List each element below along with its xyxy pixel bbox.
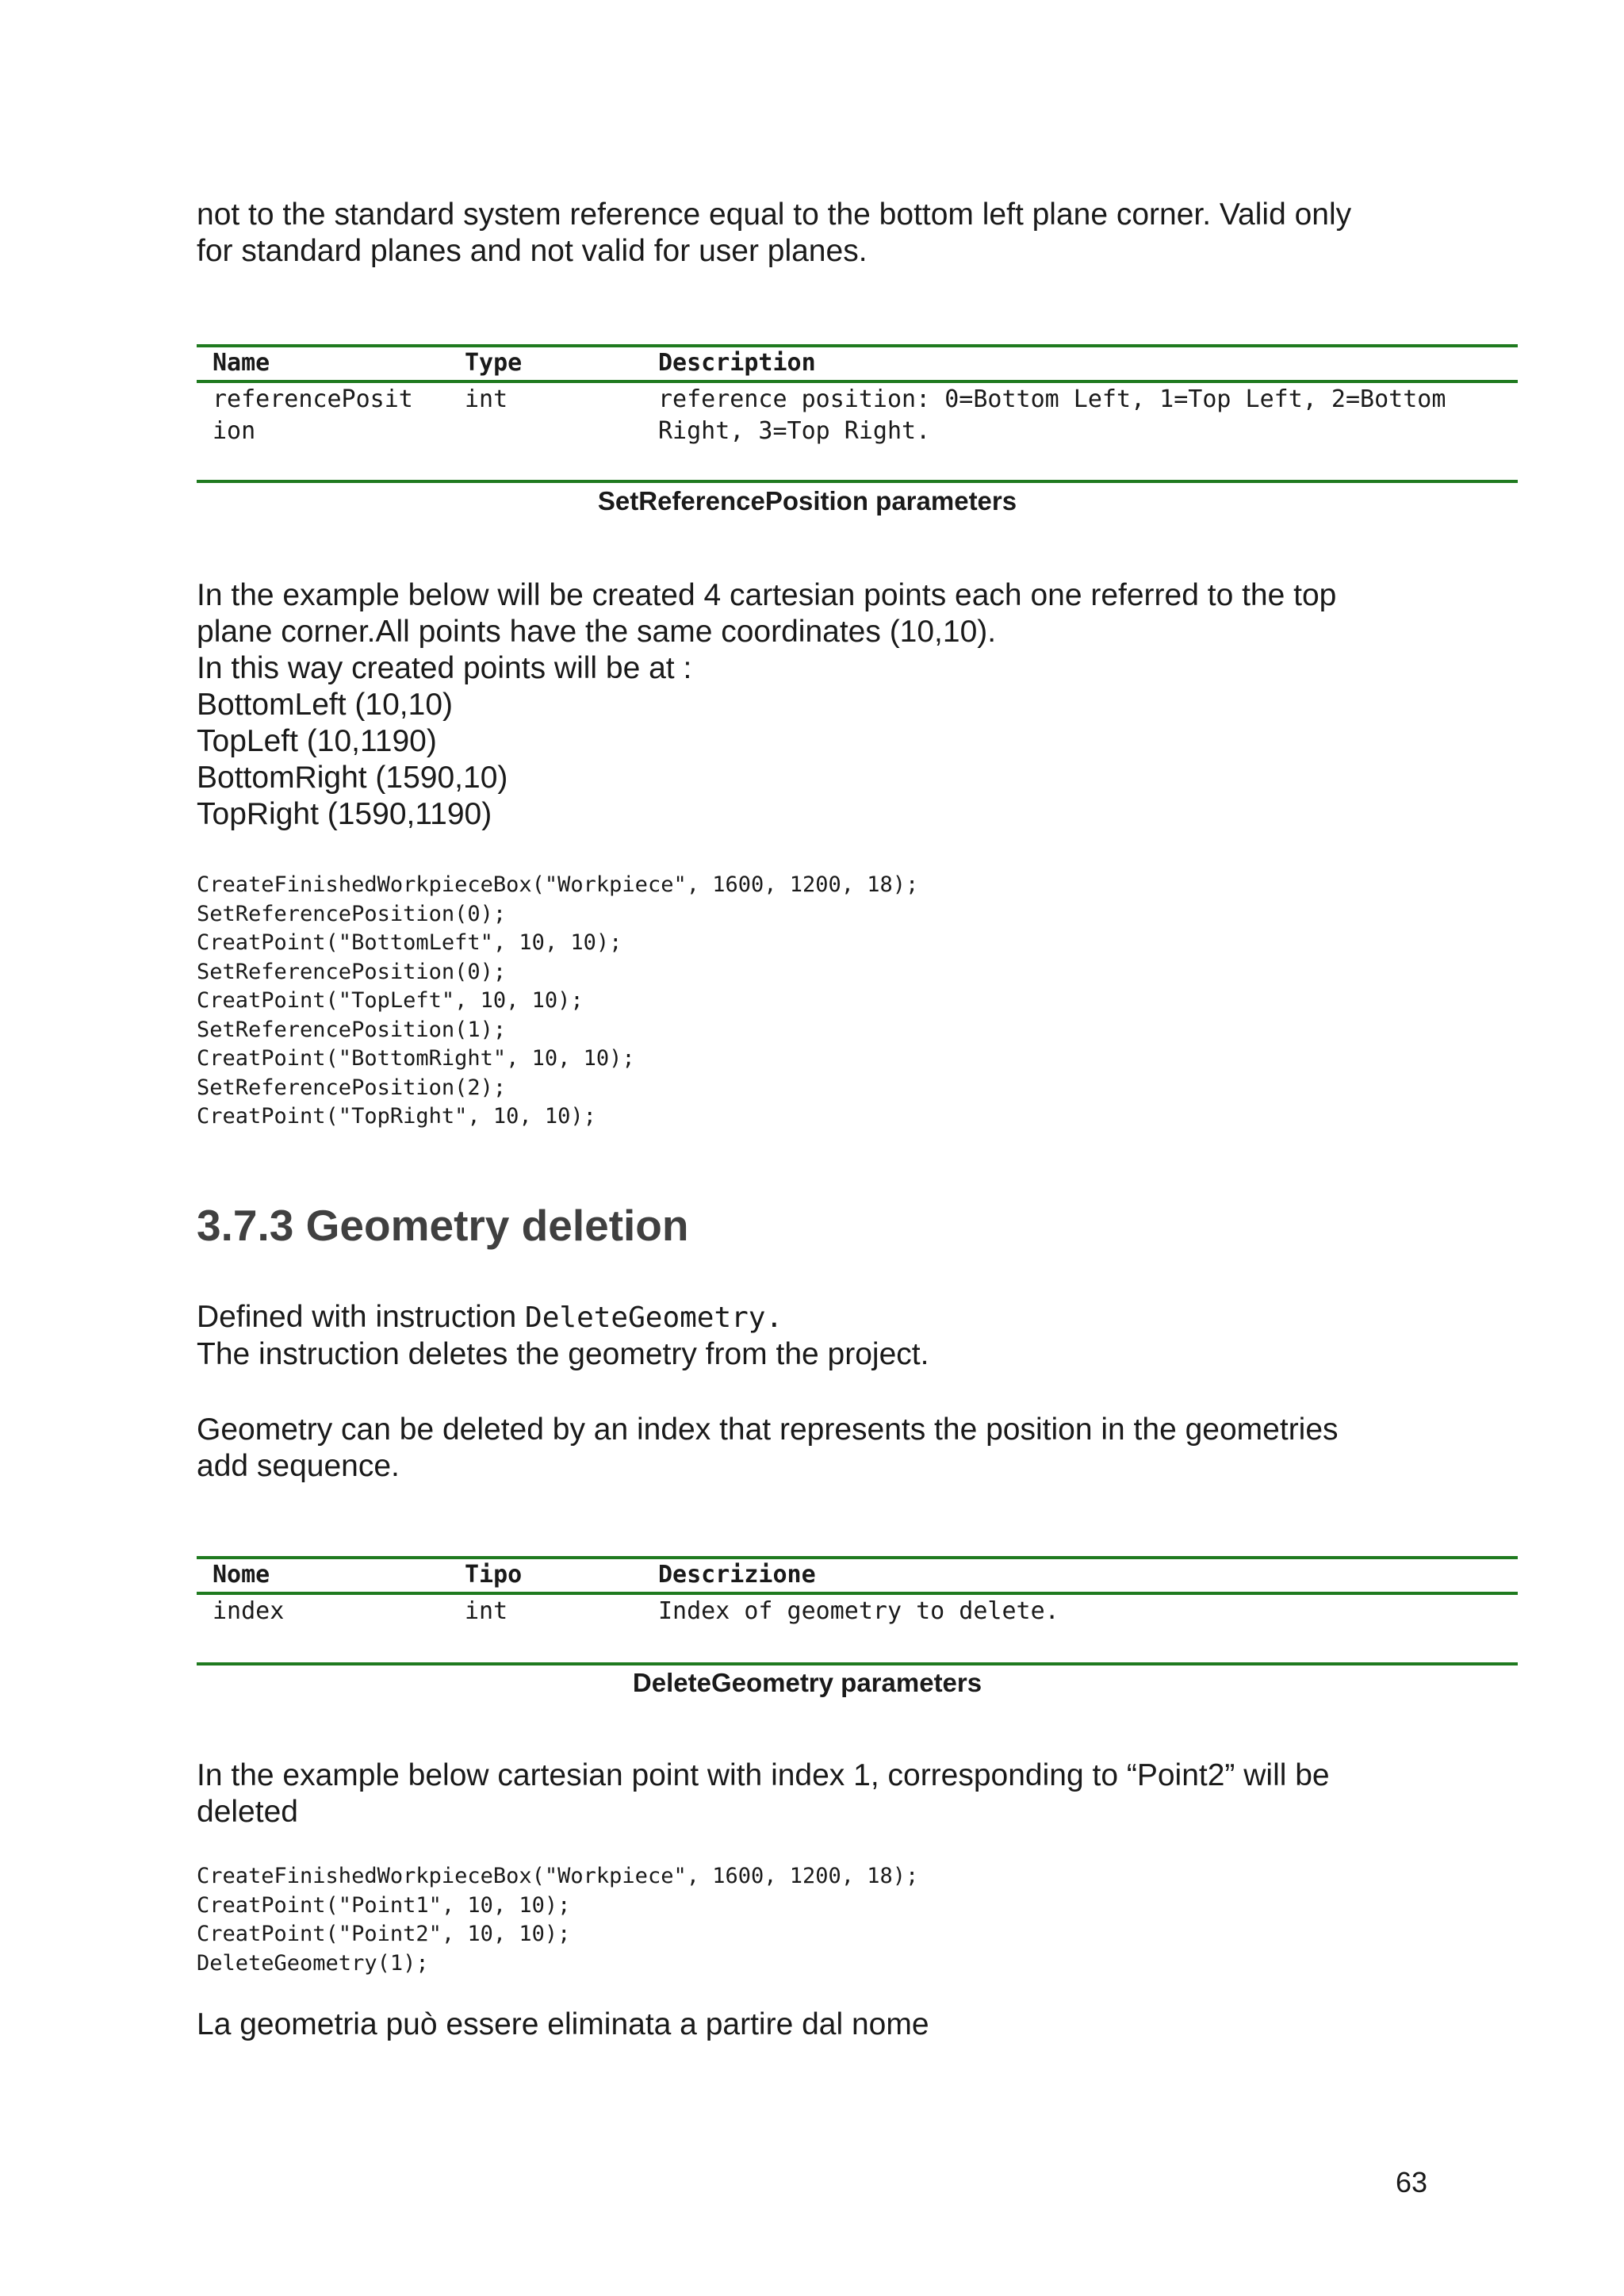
table1-cell-description-line: reference position: 0=Bottom Left, 1=Top Left, 2=Bottom — [658, 385, 1446, 413]
table2-cell-name: index — [213, 1597, 285, 1625]
code-line: CreatPoint("TopLeft", 10, 10); — [197, 988, 584, 1013]
page-number: 63 — [1396, 2166, 1428, 2198]
table1-bottom-rule — [197, 480, 1518, 483]
intro-line: not to the standard system reference equal to the bottom left plane corner. Valid only — [197, 197, 1352, 232]
section-index-line: add sequence. — [197, 1449, 400, 1483]
example1-paragraph — [197, 577, 1513, 833]
table-row — [197, 384, 1518, 447]
definition-prefix: Defined with instruction — [197, 1300, 526, 1334]
table2-header-name: Nome — [213, 1561, 270, 1589]
table2-cell-description: Index of geometry to delete. — [658, 1597, 1059, 1625]
code-line: CreatPoint("Point1", 10, 10); — [197, 1892, 571, 1918]
example2-paragraph — [197, 1757, 1513, 1830]
table1-cell-description-line: Right, 3=Top Right. — [658, 417, 931, 445]
table1-header-name: Name — [213, 349, 270, 377]
table1-caption: SetReferencePosition parameters — [597, 486, 1017, 516]
example1-code-block — [197, 871, 918, 1132]
intro-paragraph — [197, 197, 1513, 270]
section-index-line: Geometry can be deleted by an index that represents the position in the geometries — [197, 1412, 1339, 1447]
example1-line: BottomRight (1590,10) — [197, 761, 508, 795]
table1-cell-type: int — [465, 385, 508, 413]
document-page — [197, 0, 1513, 2296]
section-index-paragraph — [197, 1412, 1513, 1485]
table1-header-type: Type — [465, 349, 523, 377]
table2-header-row — [197, 1559, 1518, 1593]
table2-header-description: Descrizione — [658, 1561, 816, 1589]
table-row — [197, 1596, 1518, 1629]
closing-line: La geometria può essere eliminata a partire dal nome — [197, 2007, 929, 2041]
code-line: SetReferencePosition(2); — [197, 1075, 507, 1100]
table1-cell-name-line: ion — [213, 417, 256, 445]
table1-header-rule — [197, 380, 1518, 383]
example1-line: In this way created points will be at : — [197, 651, 692, 685]
example1-line: BottomLeft (10,10) — [197, 688, 454, 722]
code-line: SetReferencePosition(1); — [197, 1017, 507, 1042]
example1-line: TopLeft (10,1190) — [197, 724, 437, 758]
example2-line: In the example below cartesian point with index 1, corresponding to “Point2” will be — [197, 1758, 1330, 1792]
code-line: CreatPoint("TopRight", 10, 10); — [197, 1104, 596, 1129]
table1-header-description: Description — [658, 349, 816, 377]
code-line: DeleteGeometry(1); — [197, 1950, 429, 1976]
section-description-line: The instruction deletes the geometry from the project. — [197, 1337, 929, 1371]
closing-paragraph — [197, 2007, 1513, 2043]
table2-bottom-rule — [197, 1662, 1518, 1665]
table2-header-type: Tipo — [465, 1561, 523, 1589]
code-line: SetReferencePosition(0); — [197, 901, 507, 926]
section-heading: 3.7.3 Geometry deletion — [197, 1201, 689, 1250]
code-line: CreatPoint("Point2", 10, 10); — [197, 1922, 571, 1946]
example1-line: plane corner.All points have the same coordinates (10,10). — [197, 615, 997, 649]
table2-caption: DeleteGeometry parameters — [632, 1668, 982, 1697]
table2-cell-type: int — [465, 1597, 508, 1625]
code-line: CreateFinishedWorkpieceBox("Workpiece", 1600, 1200, 18); — [197, 872, 919, 897]
example1-line: TopRight (1590,1190) — [197, 797, 492, 831]
section-definition-paragraph — [197, 1299, 1513, 1373]
code-line: CreatPoint("BottomLeft", 10, 10); — [197, 930, 622, 955]
code-line: CreateFinishedWorkpieceBox("Workpiece", 1600, 1200, 18); — [197, 1864, 919, 1888]
table1-cell-name-line: referencePosit — [213, 385, 413, 413]
example2-line: deleted — [197, 1795, 298, 1829]
code-line: SetReferencePosition(0); — [197, 959, 507, 984]
table1-header-row — [197, 347, 1518, 381]
example2-code-block — [197, 1862, 918, 1978]
definition-code: DeleteGeometry. — [525, 1301, 783, 1334]
intro-line: for standard planes and not valid for user planes. — [197, 234, 868, 268]
code-line: CreatPoint("BottomRight", 10, 10); — [197, 1046, 635, 1071]
example1-line: In the example below will be created 4 cartesian points each one referred to the top — [197, 578, 1337, 612]
table1-cell-description — [658, 384, 1518, 447]
table2-header-rule — [197, 1592, 1518, 1595]
table1-cell-name — [213, 384, 442, 447]
section-definition-line — [197, 1299, 1513, 1336]
